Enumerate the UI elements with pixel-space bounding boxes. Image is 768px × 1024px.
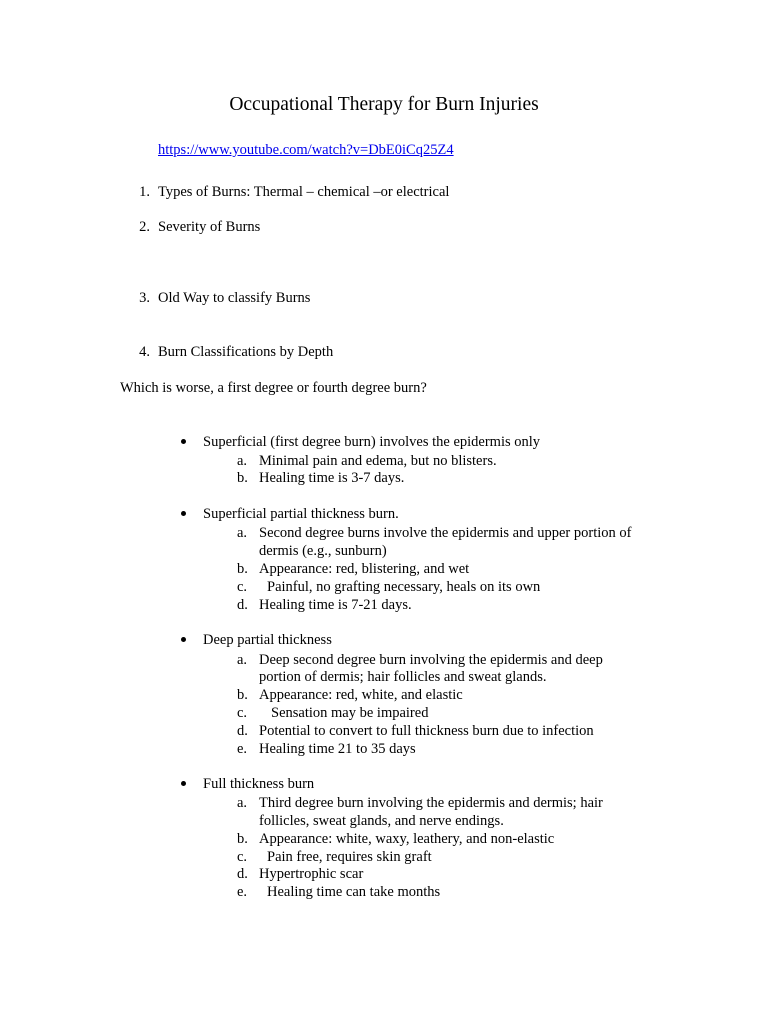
item-number: 2. (139, 219, 150, 235)
sub-text: Minimal pain and edema, but no blisters. (259, 453, 497, 469)
sub-letter: c. (237, 705, 248, 721)
item-text: Severity of Burns (158, 219, 261, 235)
item-text: Types of Burns: Thermal – chemical –or electrical (158, 184, 450, 200)
sub-text: Pain free, requires skin graft (267, 849, 432, 865)
sub-text: Second degree burns involve the epidermis and upper portion of (259, 525, 632, 541)
sub-letter: e. (237, 741, 248, 757)
sub-text: Healing time 21 to 35 days (259, 741, 416, 757)
sub-letter: d. (237, 866, 248, 882)
sub-letter: c. (237, 849, 248, 865)
sub-letter: a. (237, 795, 248, 811)
sub-letter: b. (237, 470, 248, 486)
sub-letter: a. (237, 453, 248, 469)
item-number: 4. (139, 344, 150, 360)
item-number: 3. (139, 290, 150, 306)
question-text: Which is worse, a first degree or fourth degree burn? (120, 380, 427, 396)
sub-letter: b. (237, 561, 248, 577)
sub-text: Potential to convert to full thickness burn due to infection (259, 723, 594, 739)
sub-text: Hypertrophic scar (259, 866, 364, 882)
bullet-text: Deep partial thickness (203, 632, 332, 648)
item-number: 1. (139, 184, 150, 200)
sub-letter: d. (237, 723, 248, 739)
sub-letter: b. (237, 687, 248, 703)
page-title: Occupational Therapy for Burn Injuries (229, 94, 539, 115)
sub-letter: d. (237, 597, 248, 613)
sub-text-continued: follicles, sweat glands, and nerve endings. (259, 813, 504, 829)
bullet-text: Full thickness burn (203, 776, 315, 792)
sub-text: Appearance: red, white, and elastic (259, 687, 463, 703)
sub-letter: a. (237, 525, 248, 541)
bullet-text: Superficial (first degree burn) involves the epidermis only (203, 434, 541, 450)
sub-text: Third degree burn involving the epidermis and dermis; hair (259, 795, 603, 811)
bullet-text: Superficial partial thickness burn. (203, 506, 399, 522)
sub-text: Healing time can take months (267, 884, 441, 900)
sub-letter: a. (237, 652, 248, 668)
youtube-link[interactable]: https://www.youtube.com/watch?v=DbE0iCq25Z4 (158, 142, 454, 158)
sub-text: Healing time is 3-7 days. (259, 470, 405, 486)
sub-text: Appearance: white, waxy, leathery, and non-elastic (259, 831, 555, 847)
sub-text: Appearance: red, blistering, and wet (259, 561, 470, 577)
item-text: Burn Classifications by Depth (158, 344, 334, 360)
sub-letter: b. (237, 831, 248, 847)
sub-text-continued: dermis (e.g., sunburn) (259, 543, 387, 559)
item-text: Old Way to classify Burns (158, 290, 311, 306)
sub-text: Healing time is 7-21 days. (259, 597, 412, 613)
sub-text-continued: portion of dermis; hair follicles and sweat glands. (259, 669, 547, 685)
sub-text: Painful, no grafting necessary, heals on its own (267, 579, 541, 595)
sub-letter: e. (237, 884, 248, 900)
sub-letter: c. (237, 579, 248, 595)
sub-text: Sensation may be impaired (271, 705, 429, 721)
sub-text: Deep second degree burn involving the epidermis and deep (259, 652, 603, 668)
